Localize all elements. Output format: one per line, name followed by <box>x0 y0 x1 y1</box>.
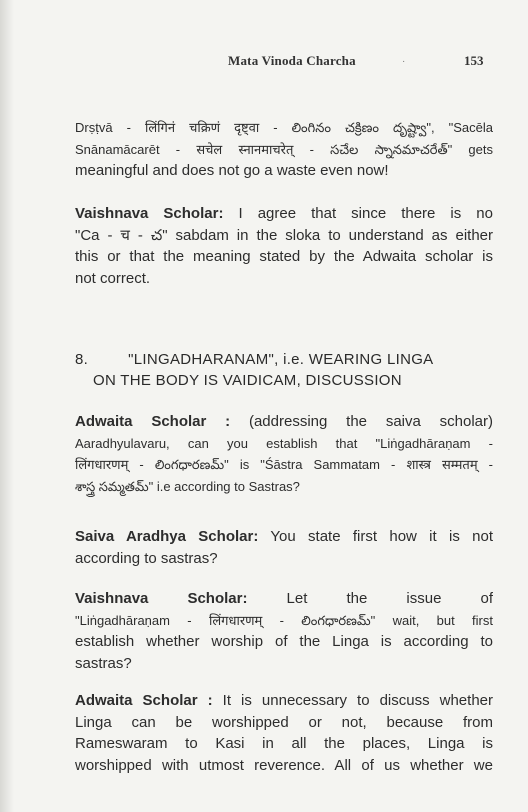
speaker-text: It is unnecessary to discuss whether <box>222 692 493 709</box>
speaker-text: Let the issue of <box>286 590 493 607</box>
page-binding-shadow <box>0 0 14 812</box>
paragraph-line <box>75 690 493 712</box>
page-number: 153 <box>464 53 484 68</box>
paragraph-line <box>75 411 493 433</box>
paragraph-line: meaningful and does not go a waste even now! <box>75 162 389 179</box>
speaker-label: Vaishnava Scholar: <box>75 590 248 607</box>
section-title-1: "LINGADHARANAM", i.e. WEARING LINGA <box>128 351 434 368</box>
paragraph-line <box>75 588 493 610</box>
paragraph-line: Linga can be worshipped or not, because from <box>75 713 493 731</box>
paragraph-saiva <box>75 526 493 569</box>
paragraph-vaishnava-2 <box>75 588 493 674</box>
speaker-label: Vaishnava Scholar: <box>75 205 224 222</box>
paragraph-line: "Ca - च - చ" sabdam in the sloka to understand as either <box>75 226 493 244</box>
paragraph-line: శాస్త్ర సమ్మతమ్" i.e according to Sastras? <box>75 478 300 494</box>
paragraph-line: "Liṅgadhāraṇam - लिंगधारणम् - లింగధారణమ్" wait, but first <box>75 612 493 628</box>
speaker-label: Saiva Aradhya Scholar: <box>75 528 259 545</box>
section-number: 8. <box>75 351 89 368</box>
paragraph-line: लिंगधारणम् - లింగధారణమ్" is "Śāstra Sammatam - शास्त्र सम्मतम् - <box>75 457 493 472</box>
paragraph-line: sastras? <box>75 654 132 672</box>
paragraph-line: Rameswaram to Kasi in all the places, Linga is <box>75 735 493 752</box>
paragraph-line: according to sastras? <box>75 549 218 567</box>
paragraph-line: Drṣṭvā - लिंगिनं चक्रिणं दृष्ट्वा - లింగినం చక్రిణం దృష్ట్వా", "Sacēla <box>75 120 493 135</box>
running-header-title: Mata Vinoda Charcha <box>228 53 356 68</box>
paragraph-line: not correct. <box>75 269 151 287</box>
paragraph-vaishnava-1 <box>75 203 493 289</box>
paragraph-line: Snānamācarēt - सचेल स्नानमाचरेत् - సచేల స్నానమాచరేత్" gets <box>75 141 493 157</box>
heading-line-1 <box>75 349 493 370</box>
paragraph-line: establish whether worship of the Linga is according to <box>75 633 493 650</box>
speaker-text: I agree that since there is no <box>238 205 493 222</box>
paragraph-line: worshipped with utmost reverence. All of us whether we <box>75 756 493 774</box>
section-title-2: ON THE BODY IS VAIDICAM, DISCUSSION <box>93 372 402 389</box>
header-separator-dot: · <box>402 56 406 67</box>
paragraph-adwaita-2 <box>75 690 493 776</box>
section-heading <box>75 349 493 391</box>
paragraph-line: Aaradhyulavaru, can you establish that "Liṅgadhāraṇam - <box>75 435 493 451</box>
speaker-text: You state first how it is not <box>270 528 493 545</box>
paragraph-adwaita-1 <box>75 411 493 497</box>
paragraph-line: this or that the meaning stated by the Adwaita scholar is <box>75 248 493 265</box>
paragraph-line <box>75 203 493 225</box>
paragraph-drstva <box>75 117 493 182</box>
paragraph-line <box>75 526 493 548</box>
speaker-text: (addressing the saiva scholar) <box>248 413 493 430</box>
speaker-label: Adwaita Scholar : <box>75 413 231 430</box>
speaker-label: Adwaita Scholar : <box>75 692 213 709</box>
